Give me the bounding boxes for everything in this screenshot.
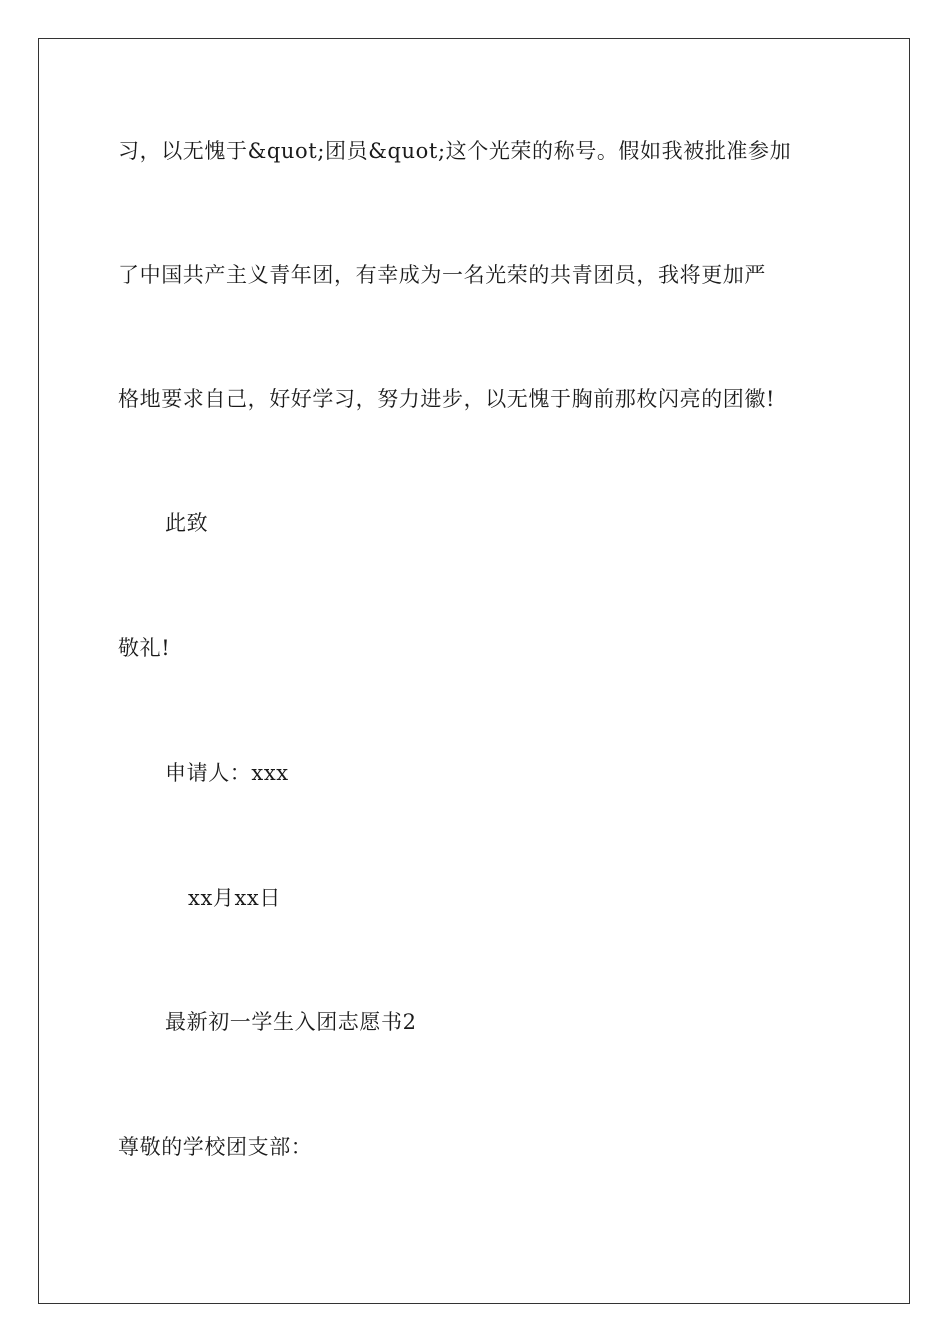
- body-text-line: 格地要求自己，好好学习，努力进步，以无愧于胸前那枚闪亮的团徽!: [118, 387, 776, 411]
- section-title: 最新初一学生入团志愿书2: [165, 1010, 417, 1034]
- body-text-line: 习，以无愧于&quot;团员&quot;这个光荣的称号。假如我被批准参加: [118, 139, 792, 163]
- page-frame: [38, 38, 910, 1304]
- body-text-line: 了中国共产主义青年团，有幸成为一名光荣的共青团员，我将更加严: [118, 263, 766, 287]
- closing-salutation: 此致: [165, 511, 209, 535]
- signature-date: xx月xx日: [188, 886, 281, 910]
- letter-greeting: 尊敬的学校团支部：: [118, 1135, 313, 1159]
- closing-regards: 敬礼!: [118, 636, 171, 660]
- applicant-signature: 申请人：xxx: [165, 761, 289, 785]
